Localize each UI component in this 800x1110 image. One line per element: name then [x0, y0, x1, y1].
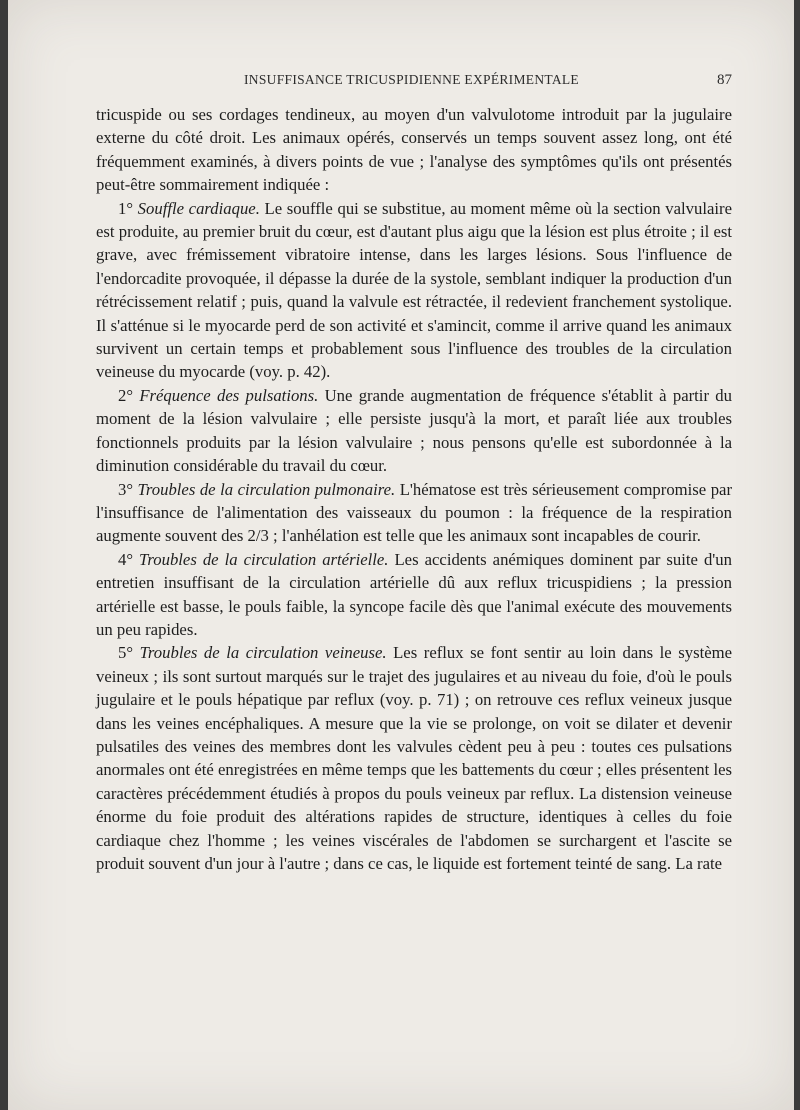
- body-text: [96, 103, 732, 875]
- paragraph-text: Le souffle qui se substitue, au moment même où la section valvulaire est produite, au premier bruit du cœur, est d'autant plus aigu que la lésion est plus étroite ; il est grave, avec frémissement vibratoire intense, dans les larges lésions. Sous l'influence de l'endorcadite provoquée, il dépasse la durée de la systole, semblant indiquer la production d'un rétrécissement relatif ; puis, quand la valvule est rétractée, il redevient franchement systolique. Il s'atténue si le myocarde perd de son activité et s'amincit, comme il arrive quand les animaux survivent un certain temps et probablement sous l'influence des troubles de la circulation veineuse du myocarde (voy. p. 42).: [96, 198, 732, 382]
- section-number: 2°: [118, 385, 140, 405]
- running-title: INSUFFISANCE TRICUSPIDIENNE EXPÉRIMENTALE: [244, 72, 579, 87]
- paragraph-circulation-pulmonaire: [96, 478, 732, 548]
- paragraph-souffle-cardiaque: [96, 197, 732, 384]
- paragraph-intro: [96, 103, 732, 197]
- section-number: 4°: [118, 549, 140, 569]
- page-number: 87: [717, 72, 732, 88]
- section-heading: Fréquence des pulsations.: [139, 385, 319, 405]
- section-heading: Troubles de la circulation artérielle.: [139, 549, 389, 569]
- paragraph-text: Les accidents anémiques dominent par suite d'un entretien insuffisant de la circulation artérielle dû aux reflux tricuspidiens ; la pression artérielle est basse, le pouls faible, la syncope facile dès que l'animal exécute des mouvements un peu rapides.: [96, 549, 732, 639]
- section-heading: Troubles de la circulation veineuse.: [139, 643, 387, 663]
- page-header: [96, 72, 732, 94]
- paragraph-text: tricuspide ou ses cordages tendineux, au moyen d'un valvulotome introduit par la jugulaire externe du côté droit. Les animaux opérés, conservés un temps souvent assez long, ont été fréquemment examinés, à divers points de vue ; l'analyse des symptômes qu'ils ont présentés peut-être sommairement indiquée :: [96, 105, 732, 195]
- section-number: 5°: [118, 643, 140, 663]
- paragraph-text: Les reflux se font sentir au loin dans le système veineux ; ils sont surtout marqués sur le trajet des jugulaires et au niveau du foie, d'où le pouls jugulaire et le pouls hépatique par reflux (voy. p. 71) ; on retrouve ces reflux veineux jusque dans les veines encéphaliques. A mesure que la vie se prolonge, on voit se dilater et devenir pulsatiles des veines des membres dont les valvules cèdent peu à peu : toutes ces pulsations anormales ont été enregistrées en même temps que les battements du cœur ; elles présentent les caractères précédemment étudiés à propos du pouls veineux par reflux. La distension veineuse énorme du foie produit des altérations rapides de structure, identiques à celles du foie cardiaque chez l'homme ; les veines viscérales de l'abdomen se surchargent et l'ascite se produit souvent d'un jour à l'autre ; dans ce cas, le liquide est fortement teinté de sang. La rate: [96, 643, 732, 873]
- paragraph-text: L'hématose est très sérieusement compromise par l'insuffisance de l'alimentation des vaisseaux du poumon : la fréquence de la respiration augmente souvent des 2/3 ; l'anhélation est telle que les animaux sont incapables de courir.: [96, 479, 732, 546]
- section-heading: Troubles de la circulation pulmonaire.: [137, 479, 396, 499]
- paragraph-circulation-veineuse: [96, 641, 732, 875]
- paragraph-circulation-arterielle: [96, 548, 732, 642]
- section-number: 3°: [118, 479, 138, 499]
- paragraph-text: Une grande augmentation de fréquence s'établit à partir du moment de la lésion valvulaire ; elle persiste jusqu'à la mort, et paraît liée aux troubles fonctionnels produits par la lésion valvulaire ; nous pensons qu'elle est subordonnée à la diminution considérable du travail du cœur.: [96, 385, 732, 476]
- section-heading: Souffle cardiaque.: [137, 198, 260, 218]
- paragraph-frequence-pulsations: [96, 384, 732, 478]
- section-number: 1°: [118, 198, 138, 218]
- book-page: [8, 0, 794, 1110]
